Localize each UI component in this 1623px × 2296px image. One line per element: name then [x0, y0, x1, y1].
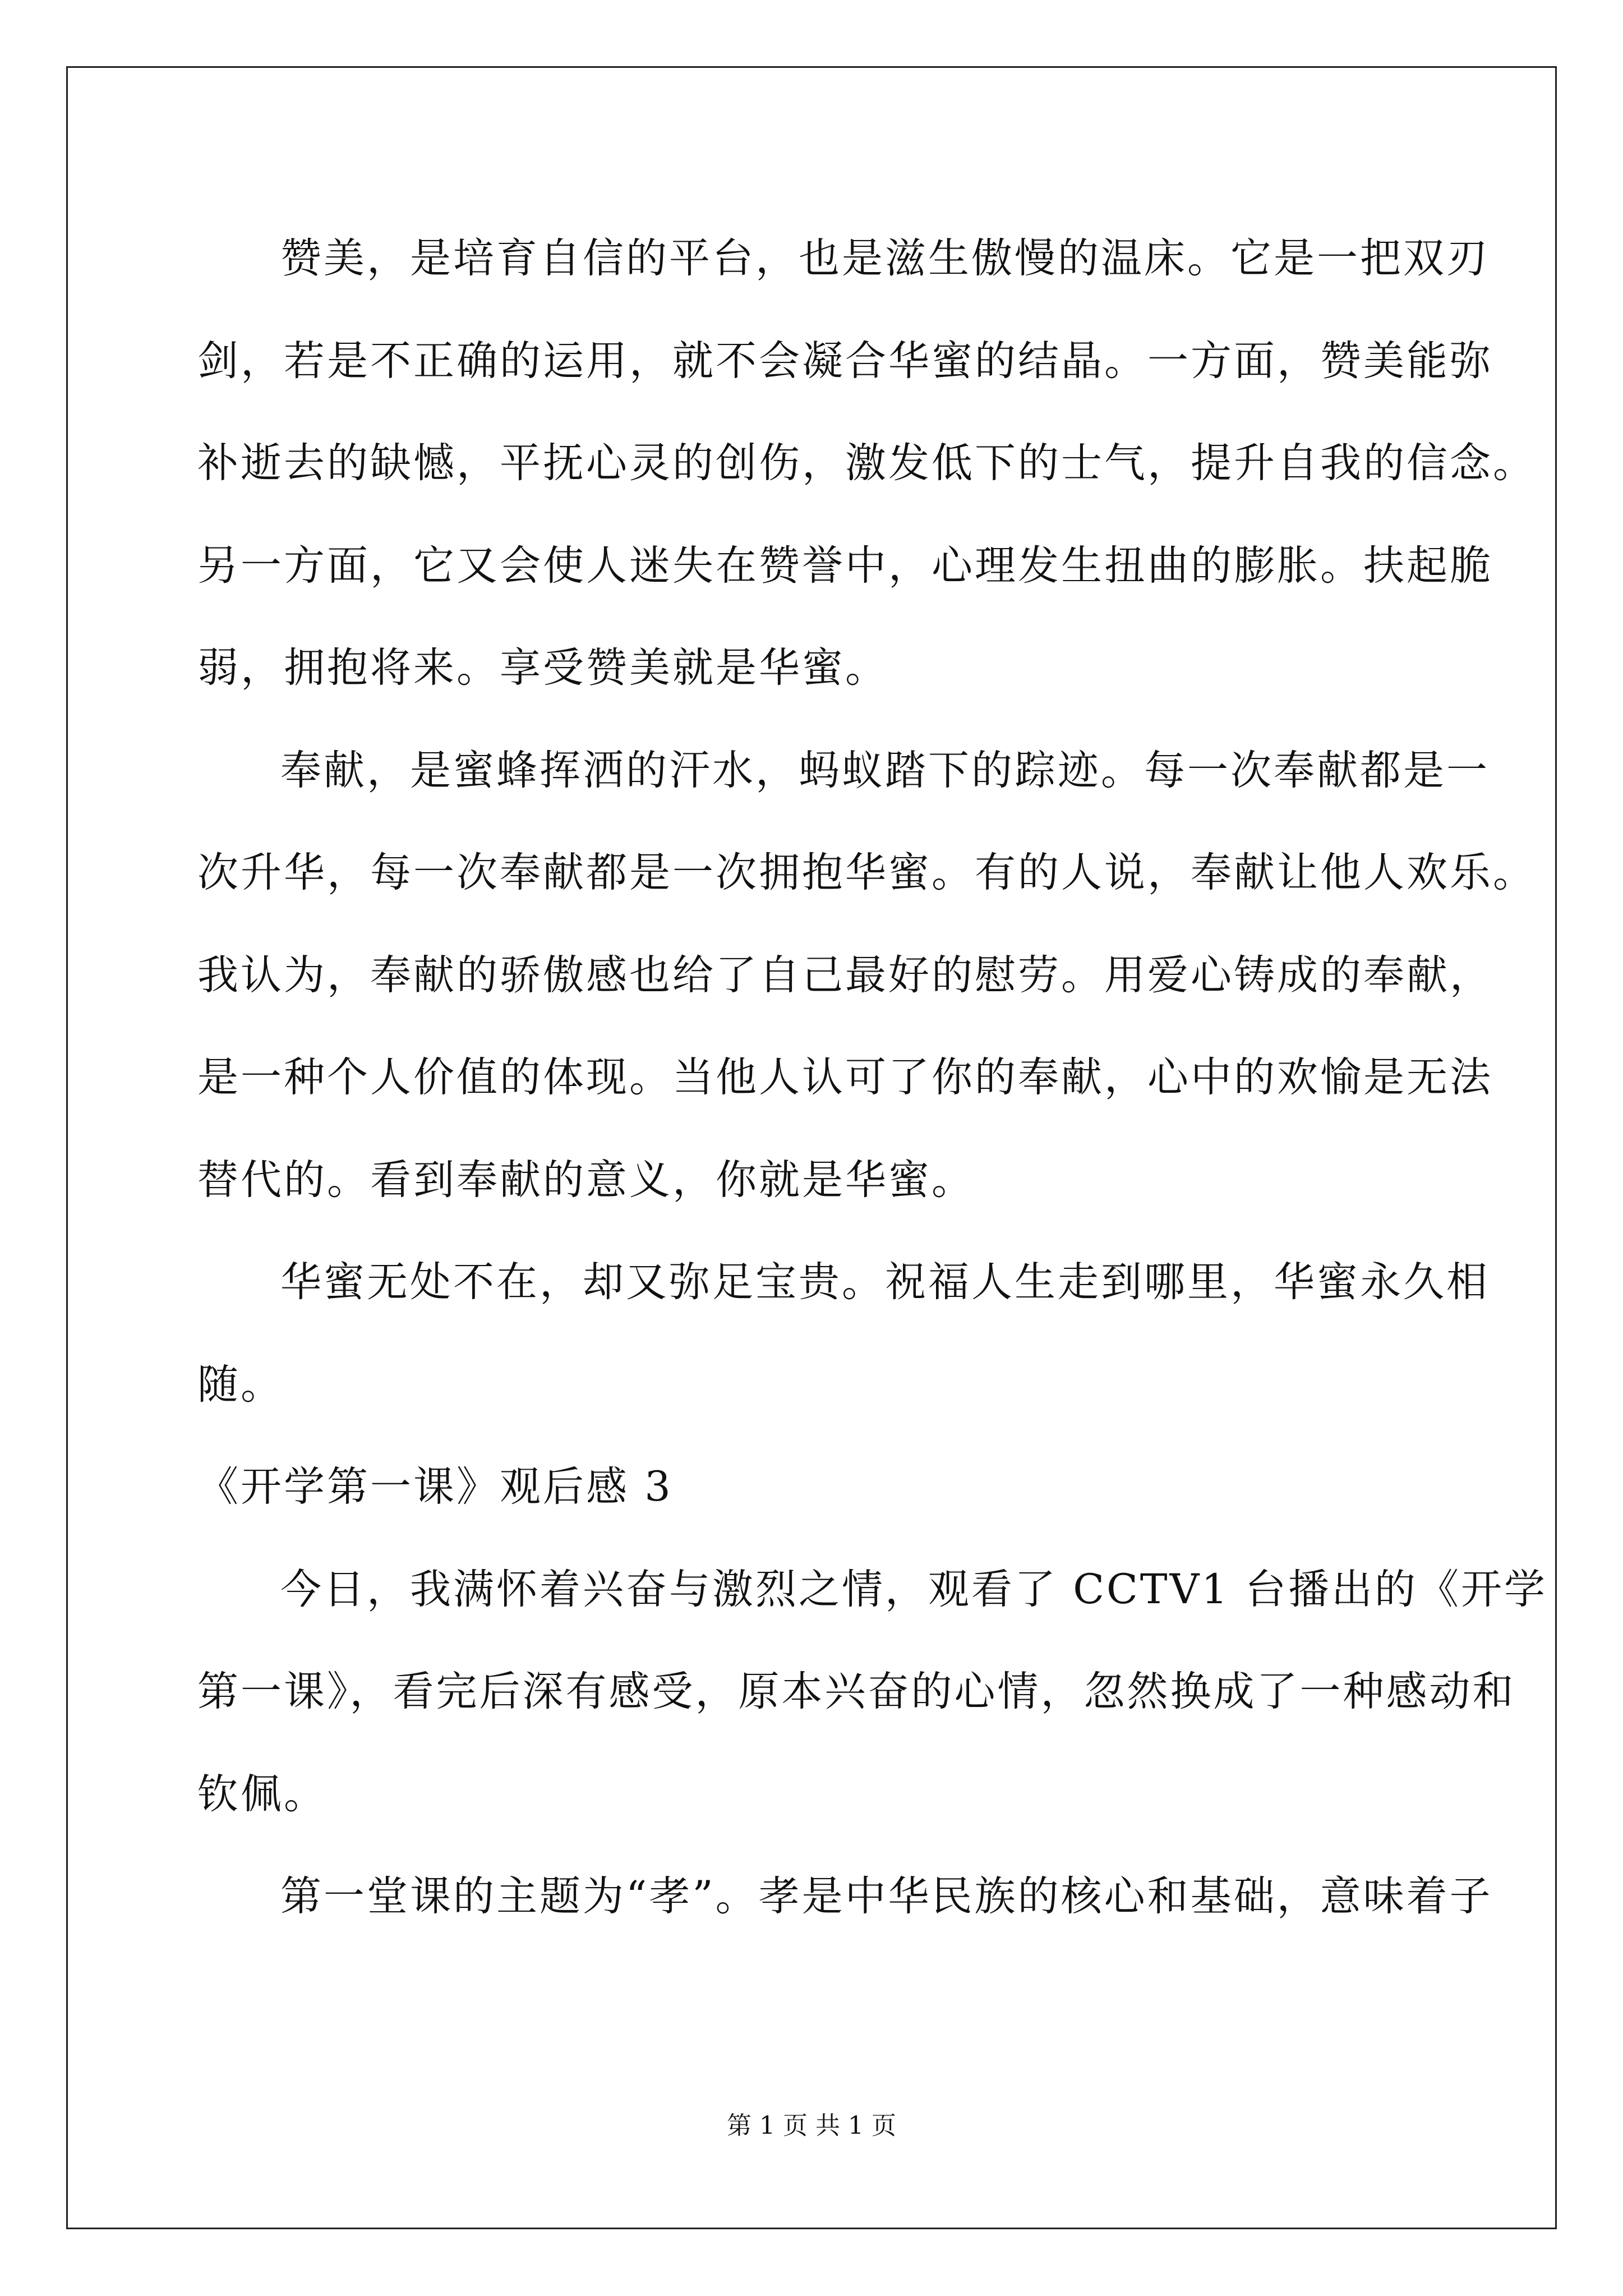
- text-line: 第一课》，看完后深有感受，原本兴奋的心情，忽然换成了一种感动和: [197, 1668, 1516, 1715]
- text-line: 今日，我满怀着兴奋与激烈之情，观看了 CCTV1 台播出的《开学: [280, 1565, 1547, 1613]
- text-line: 替代的。看到奉献的意义，你就是华蜜。: [197, 1156, 975, 1204]
- text-line: 我认为，奉献的骄傲感也给了自己最好的慰劳。用爱心铸成的奉献，: [197, 951, 1493, 999]
- page-number: 第 1 页 共 1 页: [727, 2111, 896, 2140]
- text-line: 钦佩。: [197, 1770, 327, 1818]
- text-line: 弱，拥抱将来。享受赞美就是华蜜。: [197, 644, 888, 692]
- document-body: [197, 208, 1547, 1948]
- text-line: 次升华，每一次奉献都是一次拥抱华蜜。有的人说，奉献让他人欢乐。: [197, 849, 1536, 896]
- text-line: 赞美，是培育自信的平台，也是滋生傲慢的温床。它是一把双刃: [280, 234, 1490, 282]
- section-heading: 《开学第一课》观后感 3: [197, 1463, 673, 1511]
- text-line: 补逝去的缺憾，平抚心灵的创伤，激发低下的士气，提升自我的信念。: [197, 439, 1536, 487]
- text-line: 奉献，是蜜蜂挥洒的汗水，蚂蚁踏下的踪迹。每一次奉献都是一: [280, 746, 1490, 794]
- text-line: 另一方面，它又会使人迷失在赞誉中，心理发生扭曲的膨胀。扶起脆: [197, 541, 1493, 590]
- text-line: 剑，若是不正确的运用，就不会凝合华蜜的结晶。一方面，赞美能弥: [197, 337, 1493, 385]
- page-footer: [0, 2109, 1623, 2143]
- text-line: 是一种个人价值的体现。当他人认可了你的奉献，心中的欢愉是无法: [197, 1053, 1493, 1101]
- text-line: 随。: [197, 1360, 284, 1409]
- text-line: 华蜜无处不在，却又弥足宝贵。祝福人生走到哪里，华蜜永久相: [280, 1258, 1490, 1306]
- text-line: 第一堂课的主题为“孝”。孝是中华民族的核心和基础，意味着子: [280, 1872, 1493, 1920]
